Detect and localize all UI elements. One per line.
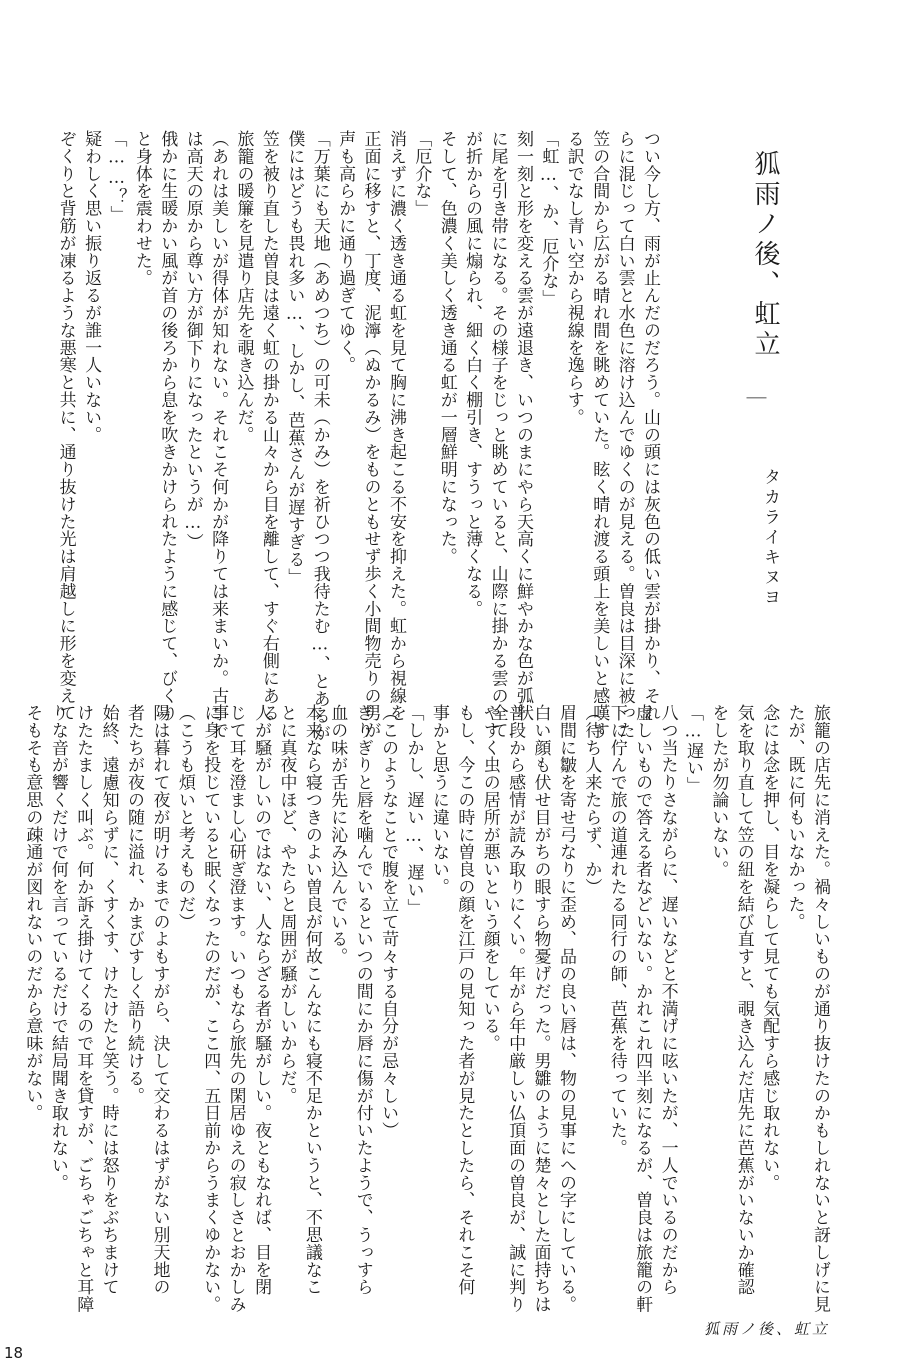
- text-line: ぎりぎりと唇を噛んでいるといつの間にか唇に傷が付いたようで、うっすら: [352, 704, 373, 1296]
- text-line: 消えずに濃く透き通る虹を見て胸に沸き起こる不安を抑えた。虹から視線を: [385, 130, 406, 722]
- text-line: 下に佇んで旅の道連れたる同行の師、芭蕉を待っていた。: [606, 704, 627, 1157]
- text-line: 「虹…、か、厄介な」: [538, 130, 559, 307]
- text-line: 刻一刻と形を変える雲が遠退き、いつのまにやら天高くに鮮やかな色が弧状: [512, 130, 533, 722]
- text-line: 白い顔も伏せ目がちの眼すら物憂げだった。男雛のように楚々とした面持ちは: [530, 704, 551, 1313]
- text-line: 始終、遠慮知らずに、くすくす、けたけたと笑う。時には怒りをぶちまけて: [98, 704, 119, 1296]
- text-line: たが、既に何もいなかった。: [784, 704, 805, 931]
- text-line: が折からの風に煽られ、細く白く棚引き、すうっと薄くなる。: [462, 130, 483, 618]
- text-line: らに混じって白い雲と水色に溶け込んでゆくのが見える。曽良は目深に被った: [614, 130, 635, 739]
- author-name: タカライキヌヨ: [760, 468, 780, 608]
- text-line: 「厄介な」: [411, 130, 432, 217]
- text-line: 正面に移すと、丁度、泥濘（ぬかるみ）をものともせず歩く小間物売りの男が: [360, 130, 381, 739]
- text-line: 八つ当たりさながらに、遅いなどと不満げに呟いたが、一人でいるのだから: [657, 704, 678, 1296]
- text-line: 「万葉にも天地（あめつち）の可未（かみ）を祈ひつつ我待たむ…、とあるが: [309, 130, 330, 742]
- text-line: 「…遅い」: [682, 704, 703, 794]
- text-line: 念には念を押し、目を凝らして見ても気配すら感じ取れない。: [759, 704, 780, 1192]
- lower-text-block: [22, 704, 832, 1313]
- text-line: （このようなことで腹を立て苛々する自分が忌々しい）: [378, 704, 399, 1139]
- text-line: 笠を被り直した曽良は遠く虹の掛かる山々から目を離して、すぐ右側にある: [258, 130, 279, 722]
- text-line: もし、今この時に曽良の顔を江戸の見知った者が見たとしたら、それこそ何: [454, 704, 475, 1296]
- text-line: やすく虫の居所が悪いという顔をしている。: [479, 704, 500, 1052]
- text-line: 血の味が舌先に沁み込んでいる。: [327, 704, 348, 965]
- text-line: 人が騒がしいのではない、人ならざる者が騒がしい。夜ともなれば、目を閉: [251, 704, 272, 1296]
- text-line: に身を投じていると眠くなったのだが、ここ四、五日前からうまくゆかない。: [200, 704, 221, 1313]
- text-line: （あれは美しいが得体が知れない。それこそ何かが降りては来まいか。古事で: [208, 130, 229, 739]
- text-line: つい今し方、雨が止んだのだろう。山の頭には灰色の低い雲が掛かり、それ: [640, 130, 660, 722]
- text-line: と身体を震わせた。: [131, 130, 152, 287]
- page-number: 18: [4, 1344, 24, 1362]
- text-line: に尾を引き帯になる。その様子をじっと眺めていると、山際に掛かる雲の全て: [487, 130, 508, 739]
- text-line: 本来なら寝つきのよい曽良が何故こんなにも寝不足かというと、不思議なこ: [301, 704, 322, 1296]
- story-title: 狐雨ノ後、虹立: [750, 150, 780, 360]
- text-line: 笠の合間から広がる晴れ間を眺めていた。眩く晴れ渡る頭上を美しいと感嘆す: [589, 130, 610, 739]
- text-line: は高天の原から尊い方が御下りになったというが…）: [182, 130, 203, 551]
- text-line: 気を取り直して笠の紐を結び直すと、覗き込んだ店先に芭蕉がいないか確認: [733, 704, 754, 1296]
- text-line: 事かと思うに違いない。: [428, 704, 449, 896]
- text-line: じて耳を澄まし心研ぎ澄ます。いつもなら旅先の閑居ゆえの寂しさとおかしみ: [225, 704, 246, 1313]
- upper-text-block: [32, 130, 662, 742]
- text-line: そして、色濃く美しく透き通る虹が一層鮮明になった。: [436, 130, 457, 565]
- text-line: 虚しいもので答える者などいない。かれこれ四半刻になるが、曽良は旅籠の軒: [632, 704, 653, 1313]
- text-line: 眉間に皺を寄せ弓なりに歪め、品の良い唇は、物の見事にへの字にしている。: [555, 704, 576, 1313]
- text-line: （こうも煩いと考えものだ）: [174, 704, 195, 931]
- text-line: 普段から感情が読み取りにくい。年がら年中厳しい仏頂面の曽良が、誠に判り: [505, 704, 526, 1313]
- text-line: 俄かに生暖かい風が首の後ろから息を吹きかけられたように感じて、びくり: [157, 130, 178, 722]
- text-line: そもそも意思の疎通が図れないのだから意味がない。: [22, 704, 43, 1122]
- text-line: りな音が響くだけで何を言っているだけで結局聞き取れない。: [47, 704, 68, 1192]
- text-line: る訳でなし青い空から視線を逸らす。: [563, 130, 584, 426]
- text-line: 陽は暮れて夜が明けるまでのよもすがら、決して交わるはずがない別天地の: [149, 704, 170, 1296]
- text-line: けたたましく叫ぶ。何か訴え掛けてくるので耳を貸すが、ごちゃごちゃと耳障: [73, 704, 94, 1313]
- text-line: とに真夜中ほど、やたらと周囲が騒がしいからだ。: [276, 704, 297, 1105]
- running-title: 狐雨ノ後、虹立: [703, 1320, 830, 1338]
- text-line: 僕にはどうも畏れ多い…、しかし、芭蕉さんが遅すぎる」: [284, 130, 305, 586]
- text-line: ぞくりと背筋が凍るような悪寒と共に、通り抜けた光は肩越しに形を変えて: [55, 130, 76, 722]
- text-line: 声も高らかに通り過ぎてゆく。: [335, 130, 356, 374]
- text-line: 「しかし、遅い…、遅い」: [403, 704, 424, 916]
- text-line: 疑わしく思い振り返るが誰一人いない。: [81, 130, 102, 444]
- text-line: 者たちが夜の随に溢れ、かまびすしく語り続ける。: [124, 704, 145, 1105]
- text-line: 旅籠の店先に消えた。禍々しいものが通り抜けたのかもしれないと訝しげに見: [810, 704, 830, 1313]
- text-line: 旅籠の暖簾を見遣り店先を覗き込んだ。: [233, 130, 254, 444]
- text-line: （待ち人来たらず、か）: [581, 704, 602, 896]
- title-dash: ｜: [743, 388, 767, 408]
- text-line: をしたが勿論いない。: [708, 704, 729, 878]
- text-line: 「……？」: [106, 130, 127, 223]
